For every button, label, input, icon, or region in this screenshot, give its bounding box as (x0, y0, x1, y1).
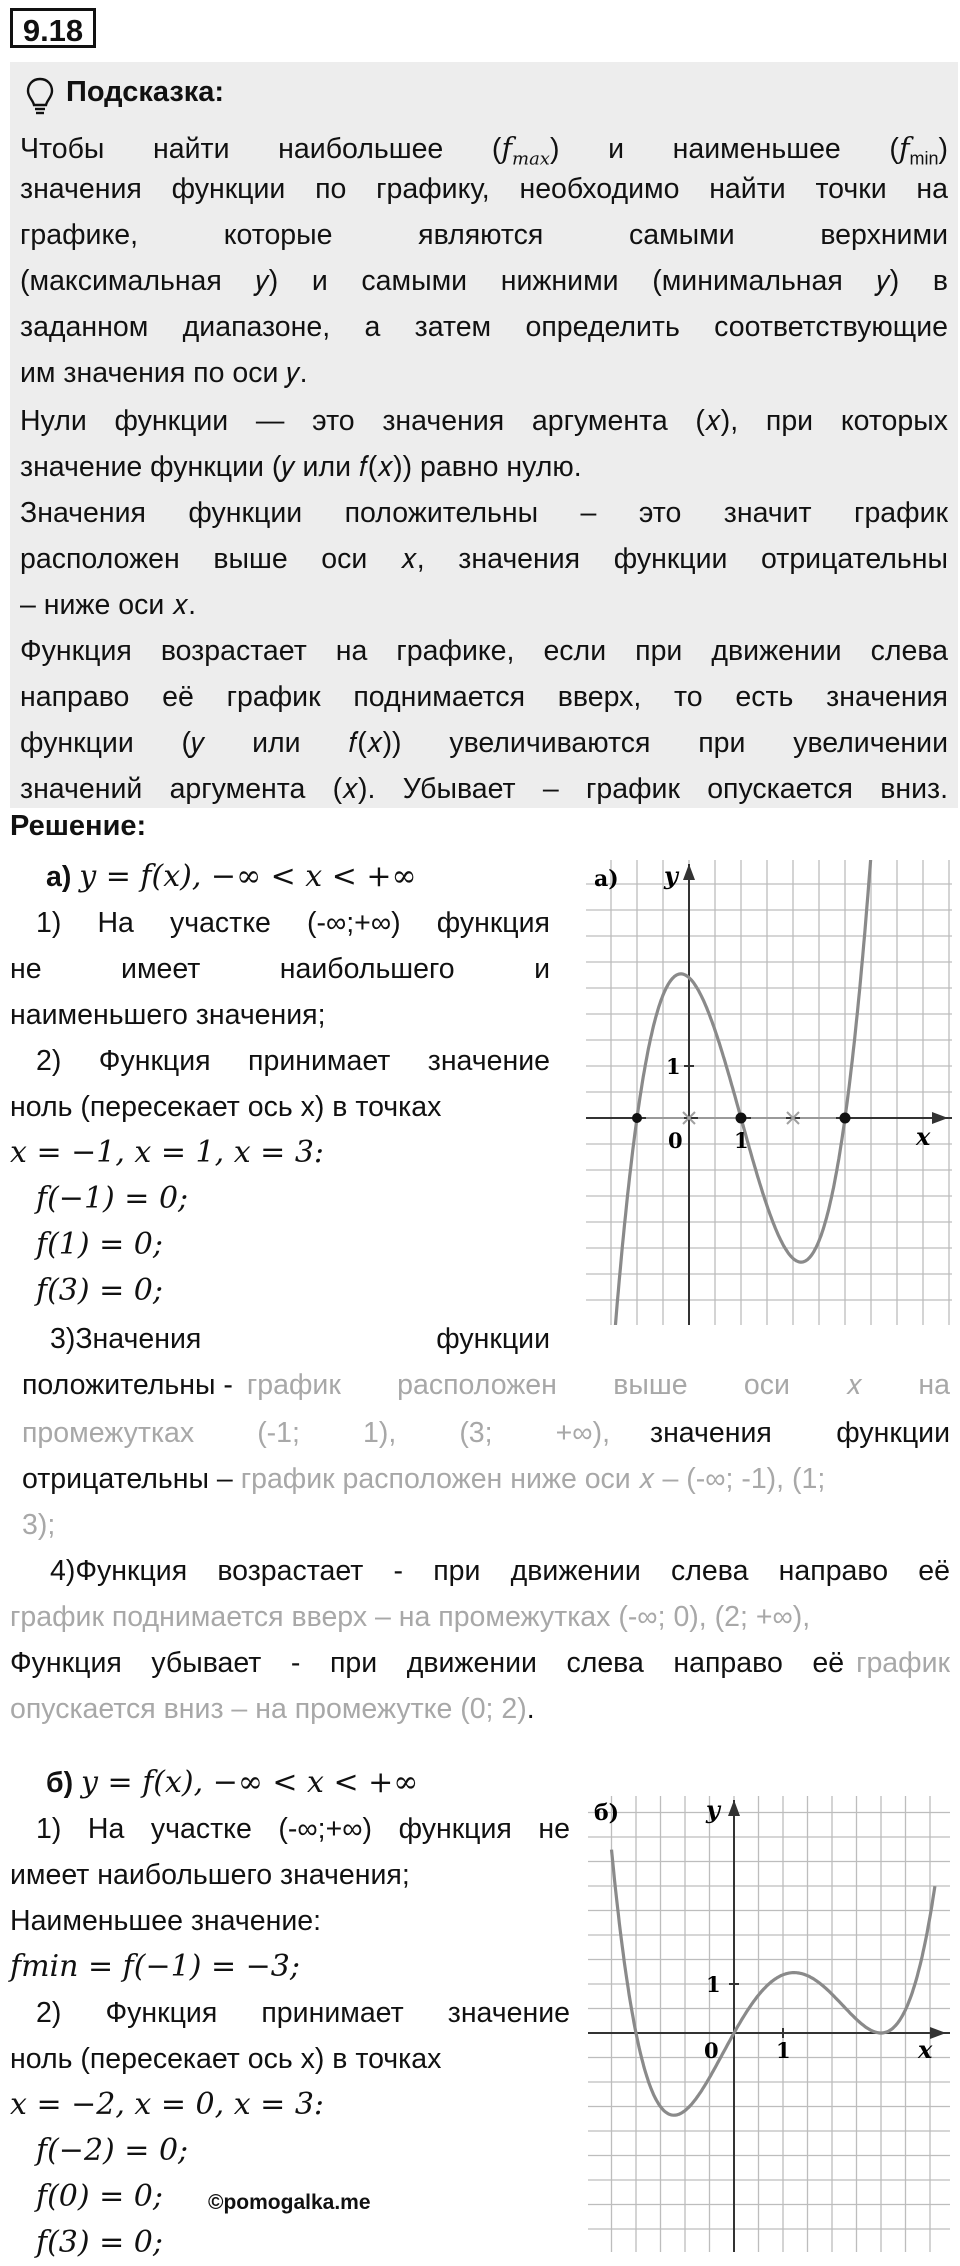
graph-a-zero-point (632, 1113, 642, 1123)
part-a-intervals: промежутках (-1; 1), (3; +∞), значения функции (22, 1417, 950, 1449)
hint-line: значение функции (𝑦 или 𝑓(𝑥)) равно нулю. (20, 451, 582, 483)
graph-a-origin: 0 (668, 1128, 683, 1153)
hint-line: значения функции по графику, необходимо найти точки на (20, 173, 948, 205)
part-b-equation: 𝑓(3) = 0; (36, 2225, 164, 2260)
part-a-line: 2) Функция принимает значение (36, 1045, 550, 1077)
part-a-equation: 𝑓(3) = 0; (36, 1273, 164, 1308)
hint-line: значений аргумента (𝑥). Убывает – график опускается вниз. (20, 773, 948, 805)
part-a-decrease-interval: опускается вниз – на промежутке (0; 2). (10, 1693, 535, 1725)
hint-line: расположен выше оси 𝑥, значения функции отрицательны (20, 543, 948, 575)
hint-line: им значения по оси 𝑦. (20, 357, 308, 389)
solution-title: Решение: (10, 810, 147, 842)
graph-a-y-label: y (664, 861, 678, 890)
part-a-heading: а) 𝑦 = 𝑓(𝑥), −∞ < 𝑥 < +∞ (46, 859, 417, 894)
graph-a-label: а) (594, 866, 619, 892)
part-a-increase-intervals: график поднимается вверх – на промежутках (-∞; 0), (2; +∞), (10, 1601, 811, 1633)
hint-line: направо её график поднимается вверх, то есть значения (20, 681, 948, 713)
part-a-line: 3)Значения функции (50, 1323, 550, 1355)
part-a-line: ноль (пересекает ось х) в точках (10, 1091, 442, 1123)
graph-a-one-y: 1 (666, 1054, 681, 1079)
graph-b-one-y: 1 (706, 1972, 721, 1997)
part-a-negative: отрицательны – график расположен ниже оси 𝑥 – (-∞; -1), (1; (22, 1463, 826, 1495)
part-a-negative-end: 3); (22, 1509, 56, 1541)
graph-a-zero-point (736, 1113, 747, 1124)
graph-b-x-label: x (918, 2035, 933, 2064)
part-a-equation: 𝑓(−1) = 0; (36, 1181, 189, 1216)
part-a-positive: положительны - график расположен выше оси 𝑥 на (22, 1369, 950, 1401)
graph-a (586, 860, 952, 1325)
part-b-line: ноль (пересекает ось х) в точках (10, 2043, 442, 2075)
hint-line: функции (𝑦 или 𝑓(𝑥)) увеличиваются при увеличении (20, 727, 948, 759)
part-a-zeros: 𝑥 = −1, 𝑥 = 1, 𝑥 = 3: (10, 1135, 325, 1170)
graph-a-zero-point (840, 1113, 851, 1124)
graph-b-one-x: 1 (776, 2038, 791, 2063)
part-b-line: 1) На участке (-∞;+∞) функция не (36, 1813, 570, 1845)
part-a-line: наименьшего значения; (10, 999, 326, 1031)
part-b-equation: 𝑓(−2) = 0; (36, 2133, 189, 2168)
problem-number: 9.18 (10, 8, 96, 48)
part-b-equation: 𝑓(0) = 0; (36, 2179, 164, 2214)
hint-line: заданном диапазоне, а затем определить соответствующие (20, 311, 948, 343)
part-b-line: имеет наибольшего значения; (10, 1859, 410, 1891)
part-b-zeros: 𝑥 = −2, 𝑥 = 0, 𝑥 = 3: (10, 2087, 325, 2122)
hint-title: Подсказка: (66, 76, 225, 108)
hint-line: – ниже оси 𝑥. (20, 589, 196, 621)
hint-line: (максимальная 𝑦) и самыми нижними (минимальная 𝑦) в (20, 265, 948, 297)
graph-b (588, 1796, 950, 2252)
hint-line: Функция возрастает на графике, если при движении слева (20, 635, 948, 667)
part-b-heading: б) 𝑦 = 𝑓(𝑥), −∞ < 𝑥 < +∞ (46, 1765, 419, 1800)
graph-a-x-label: x (916, 1122, 931, 1151)
part-a-line: 1) На участке (-∞;+∞) функция (36, 907, 550, 939)
graph-b-label: б) (594, 1800, 620, 1826)
part-b-line: 2) Функция принимает значение (36, 1997, 570, 2029)
part-a-decrease: Функция убывает - при движении слева направо её график (10, 1647, 950, 1679)
graph-b-origin: 0 (704, 2038, 719, 2063)
part-b-line: Наименьшее значение: (10, 1905, 322, 1937)
hint-line: Нули функции — это значения аргумента (𝑥), при которых (20, 405, 948, 437)
graph-b-y-label: y (706, 1796, 720, 1824)
part-a-equation: 𝑓(1) = 0; (36, 1227, 164, 1262)
part-b-min-value: 𝑓min = 𝑓(−1) = −3; (10, 1949, 300, 1984)
graph-a-one-x: 1 (734, 1128, 749, 1153)
watermark: ©pomogalka.me (208, 2191, 371, 2214)
hint-line: Чтобы найти наибольшее $(f_{max})$ и наименьшее $(f_{min})$ (20, 132, 949, 170)
hint-line: Значения функции положительны – это значит график (20, 497, 948, 529)
hint-line: графике, которые являются самыми верхними (20, 219, 948, 251)
part-a-increase: 4)Функция возрастает - при движении слева направо её (50, 1555, 950, 1587)
part-a-line: не имеет наибольшего и (10, 953, 550, 985)
